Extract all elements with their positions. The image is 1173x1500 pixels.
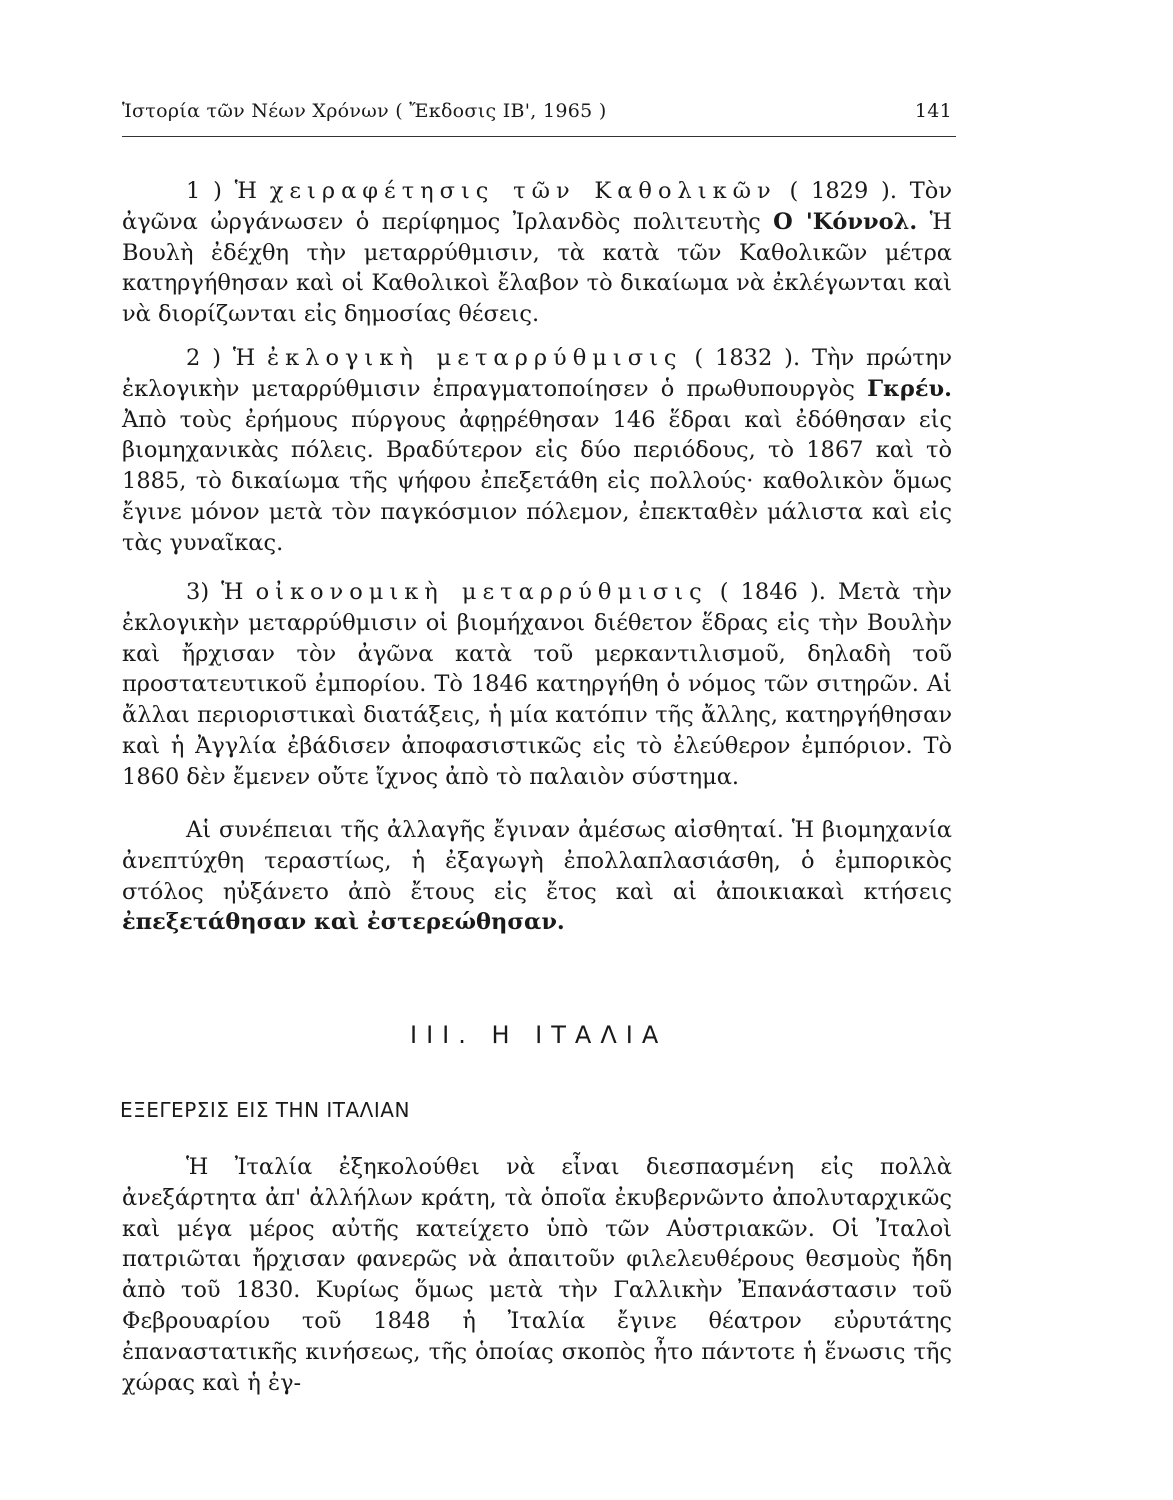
item-label: 2 ) Ἡ: [186, 345, 256, 371]
bold-name: Γκρέυ.: [867, 375, 952, 402]
paragraph-consequences: [122, 815, 952, 938]
header-rule: [122, 136, 956, 137]
running-title: Ἱστορία τῶν Νέων Χρόνων ( Ἔκδοσις ΙΒ', 1965 ): [122, 100, 607, 122]
item-label: 1 ) Ἡ: [186, 178, 257, 204]
paragraph-economic-reform: [122, 577, 952, 793]
item-year: ( 1829 ).: [789, 178, 897, 204]
paragraph-catholic-emancipation: [122, 176, 952, 330]
bold-ending: ἐπεξετάθησαν καὶ ἐστερεώθησαν.: [122, 909, 565, 936]
item-year: ( 1846 ).: [719, 579, 826, 605]
paragraph-text: Ἡ Βουλὴ ἐδέχθη τὴν μεταρρύθμισιν, τὰ κατὰ τῶν Καθολικῶν μέτρα κατηργήθησαν καὶ οἱ Καθολικοὶ ἔλαβον τὸ δικαίωμα νὰ ἐκλέγωνται καὶ νὰ διορίζωνται εἰς δημοσίας θέσεις.: [122, 208, 952, 328]
section-title: III. Η ΙΤΑΛΙΑ: [410, 1021, 668, 1049]
paragraph-text: Τὴν πρώτην ἐκλογικὴν μεταρρύθμισιν ἐπραγματοποίησεν ὁ πρωθυπουργὸς: [122, 345, 952, 402]
item-title: χειραφέτησις τῶν Καθολικῶν: [269, 178, 777, 204]
item-title: ἐκλογικὴ μεταρρύθμισις: [267, 345, 683, 371]
paragraph-text: Τὸν ἀγῶνα ὠργάνωσεν ὁ περίφημος Ἰρλανδὸς πολιτευτὴς: [122, 178, 952, 235]
paragraph-text: Μετὰ τὴν ἐκλογικὴν μεταρρύθμισιν οἱ βιομήχανοι διέθετον ἕδρας εἰς τὴν Βουλὴν καὶ ἤρχισαν τὸν ἀγῶνα κατὰ τοῦ μερκαντιλισμοῦ, δηλαδὴ τοῦ προστατευτικοῦ ἐμπορίου. Τὸ 1846 κατηργήθη ὁ νόμος τῶν σιτηρῶν. Αἱ ἄλλαι περιοριστικαὶ διατάξεις, ἡ μία κατόπιν τῆς ἄλλης, κατηργήθησαν καὶ ἡ Ἀγγλία ἐβάδισεν ἀποφασιστικῶς εἰς τὸ ἐλεύθερον ἐμπόριον. Τὸ 1860 δὲν ἔμενεν οὔτε ἴχνος ἀπὸ τὸ παλαιὸν σύστημα.: [122, 579, 952, 790]
section-subheading: ΕΞΕΓΕΡΣΙΣ ΕΙΣ ΤΗΝ ΙΤΑΛΙΑΝ: [120, 1098, 410, 1122]
paragraph-text: Ἀπὸ τοὺς ἐρήμους πύργους ἀφῃρέθησαν 146 ἕδραι καὶ ἐδόθησαν εἰς βιομηχανικὰς πόλεις. Βραδύτερον εἰς δύο περιόδους, τὸ 1867 καὶ τὸ 1885, τὸ δικαίωμα τῆς ψήφου ἐπεξετάθη εἰς πολλούς· καθολικὸν ὅμως ἔγινε μόνον μετὰ τὸν παγκόσμιον πόλεμον, ἐπεκταθὲν μάλιστα καὶ εἰς τὰς γυναῖκας.: [122, 406, 952, 556]
bold-name: Ο 'Κόννολ.: [773, 208, 918, 235]
paragraph-text: Αἱ συνέπειαι τῆς ἀλλαγῆς ἔγιναν ἀμέσως αἰσθηταί. Ἡ βιομηχανία ἀνεπτύχθη τεραστίως, ἡ ἐξαγωγὴ ἐπολλαπλασιάσθη, ὁ ἐμπορικὸς στόλος ηὐξάνετο ἀπὸ ἔτους εἰς ἔτος καὶ αἱ ἀποικιακαὶ κτήσεις: [122, 817, 952, 905]
paragraph-italy: [122, 1152, 952, 1398]
paragraph-text: Ἡ Ἰταλία ἐξηκολούθει νὰ εἶναι διεσπασμένη εἰς πολλὰ ἀνεξάρτητα ἀπ' ἀλλήλων κράτη, τὰ ὁποῖα ἐκυβερνῶντο ἀπολυταρχικῶς καὶ μέγα μέρος αὐτῆς κατείχετο ὑπὸ τῶν Αὐστριακῶν. Οἱ Ἰταλοὶ πατριῶται ἤρχισαν φανερῶς νὰ ἀπαιτοῦν φιλελευθέρους θεσμοὺς ἤδη ἀπὸ τοῦ 1830. Κυρίως ὅμως μετὰ τὴν Γαλλικὴν Ἐπανάστασιν τοῦ Φεβρουαρίου τοῦ 1848 ἡ Ἰταλία ἔγινε θέατρον εὐρυτάτης ἐπαναστατικῆς κινήσεως, τῆς ὁποίας σκοπὸς ἦτο πάντοτε ἡ ἕνωσις τῆς χώρας καὶ ἡ ἐγ-: [122, 1154, 952, 1396]
paragraph-electoral-reform: [122, 343, 952, 559]
page-number: 141: [914, 100, 952, 122]
page-header: [122, 100, 952, 122]
item-year: ( 1832 ).: [694, 345, 801, 371]
item-label: 3) Ἡ: [186, 579, 244, 605]
item-title: οἰκονομικὴ μεταρρύθμισις: [255, 579, 708, 605]
